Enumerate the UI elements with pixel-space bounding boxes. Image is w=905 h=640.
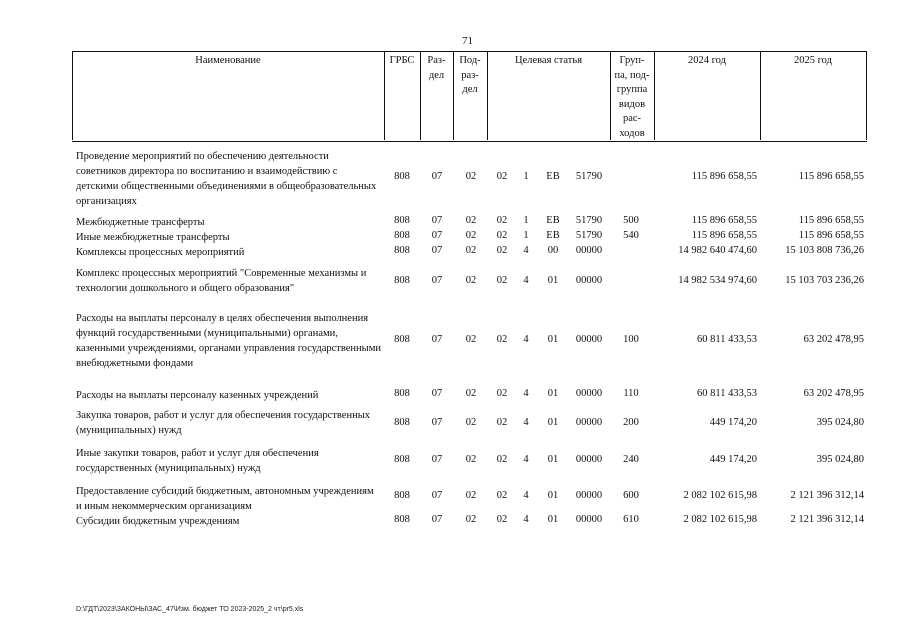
cell-grbs: 808 (394, 334, 410, 345)
cell-2024: 115 896 658,55 (691, 230, 757, 241)
table-row (0, 311, 905, 371)
cell-target-4: 00000 (575, 388, 603, 399)
cell-target-2: 4 (523, 334, 529, 345)
cell-target-4: 51790 (575, 230, 603, 241)
cell-razdel: 07 (431, 388, 443, 399)
cell-target-2: 1 (523, 215, 529, 226)
row-name: Иные межбюджетные трансферты (76, 232, 230, 243)
cell-target-4: 51790 (575, 215, 603, 226)
row-name: Межбюджетные трансферты (76, 217, 205, 228)
cell-2024: 60 811 433,53 (697, 334, 757, 345)
cell-target-2: 4 (523, 388, 529, 399)
cell-expense-group: 100 (623, 334, 639, 345)
cell-target-4: 51790 (575, 171, 603, 182)
cell-razdel: 07 (431, 514, 443, 525)
table-row (0, 215, 905, 230)
header-grbs: ГРБС (389, 55, 415, 66)
cell-podrazdel: 02 (465, 334, 477, 345)
cell-target-1: 02 (496, 215, 508, 226)
cell-grbs: 808 (394, 417, 410, 428)
cell-target-2: 4 (523, 245, 529, 256)
row-name: Комплексы процессных мероприятий (76, 247, 245, 258)
cell-target-4: 00000 (575, 275, 603, 286)
cell-2024: 2 082 102 615,98 (683, 514, 757, 525)
cell-target-2: 4 (523, 514, 529, 525)
cell-target-3: 01 (547, 417, 559, 428)
cell-target-2: 4 (523, 490, 529, 501)
file-path-footer: D:\ГДТ\2023\ЗАКОНЫ\ЗАС_47\Изм. бюджет ТО 2023-2025_2 чт\pr5.xls (76, 606, 304, 613)
table-row (0, 514, 905, 529)
cell-podrazdel: 02 (465, 388, 477, 399)
cell-razdel: 07 (431, 334, 443, 345)
cell-grbs: 808 (394, 388, 410, 399)
cell-grbs: 808 (394, 454, 410, 465)
cell-podrazdel: 02 (465, 454, 477, 465)
cell-target-2: 1 (523, 230, 529, 241)
cell-target-4: 00000 (575, 514, 603, 525)
cell-target-2: 4 (523, 454, 529, 465)
cell-expense-group: 610 (623, 514, 639, 525)
cell-grbs: 808 (394, 215, 410, 226)
cell-target-4: 00000 (575, 334, 603, 345)
cell-2025: 115 896 658,55 (798, 215, 864, 226)
cell-razdel: 07 (431, 490, 443, 501)
table-row (0, 408, 905, 438)
row-name: Предоставление субсидий бюджетным, автономным учреждениям и иным некоммерческим организациям (76, 486, 374, 512)
cell-expense-group: 240 (623, 454, 639, 465)
cell-2025: 115 896 658,55 (798, 171, 864, 182)
cell-2025: 395 024,80 (816, 417, 864, 428)
cell-2025: 2 121 396 312,14 (790, 490, 864, 501)
cell-2024: 14 982 640 474,60 (678, 245, 757, 256)
cell-podrazdel: 02 (465, 275, 477, 286)
cell-2025: 63 202 478,95 (803, 334, 864, 345)
cell-target-3: 01 (547, 334, 559, 345)
cell-2024: 115 896 658,55 (691, 171, 757, 182)
cell-grbs: 808 (394, 275, 410, 286)
table-row (0, 388, 905, 403)
cell-expense-group: 540 (623, 230, 639, 241)
cell-2024: 2 082 102 615,98 (683, 490, 757, 501)
cell-target-3: ЕВ (546, 230, 560, 241)
cell-expense-group: 600 (623, 490, 639, 501)
cell-target-3: 01 (547, 388, 559, 399)
cell-target-4: 00000 (575, 490, 603, 501)
cell-expense-group: 200 (623, 417, 639, 428)
cell-target-1: 02 (496, 171, 508, 182)
cell-target-3: ЕВ (546, 215, 560, 226)
cell-razdel: 07 (431, 454, 443, 465)
row-name: Субсидии бюджетным учреждениям (76, 516, 240, 527)
cell-2024: 449 174,20 (709, 454, 757, 465)
cell-target-4: 00000 (575, 245, 603, 256)
table-row (0, 230, 905, 245)
table-row (0, 245, 905, 260)
cell-grbs: 808 (394, 490, 410, 501)
cell-2024: 449 174,20 (709, 417, 757, 428)
cell-target-2: 4 (523, 275, 529, 286)
cell-target-2: 1 (523, 171, 529, 182)
row-name: Расходы на выплаты персоналу в целях обеспечения выполнения функций государственными (муниципальными) органами, казенными учреждениями, органами управления государственными внебюджетными фондами (76, 313, 381, 369)
cell-2024: 115 896 658,55 (691, 215, 757, 226)
cell-2025: 2 121 396 312,14 (790, 514, 864, 525)
row-name: Проведение мероприятий по обеспечению деятельности советников директора по воспитанию и взаимодействию с детскими общественными объединениями в общеобразовательных организациях (76, 151, 377, 207)
header-target: Целевая статья (514, 55, 583, 66)
row-name: Расходы на выплаты персоналу казенных учреждений (76, 390, 319, 401)
header-2025: 2025 год (794, 55, 832, 66)
cell-grbs: 808 (394, 171, 410, 182)
header-2024: 2024 год (688, 55, 726, 66)
cell-razdel: 07 (431, 245, 443, 256)
table-row (0, 446, 905, 476)
cell-target-3: 01 (547, 490, 559, 501)
cell-grbs: 808 (394, 514, 410, 525)
page-number: 71 (462, 35, 473, 47)
cell-grbs: 808 (394, 230, 410, 241)
row-name: Комплекс процессных мероприятий "Современные механизмы и технологии дошкольного и общего образования" (76, 268, 367, 294)
cell-target-4: 00000 (575, 454, 603, 465)
cell-2025: 395 024,80 (816, 454, 864, 465)
table-row (0, 149, 905, 209)
cell-podrazdel: 02 (465, 230, 477, 241)
cell-podrazdel: 02 (465, 171, 477, 182)
cell-razdel: 07 (431, 171, 443, 182)
cell-target-1: 02 (496, 454, 508, 465)
header-name: Наименование (195, 55, 261, 66)
cell-target-1: 02 (496, 388, 508, 399)
cell-2025: 15 103 808 736,26 (785, 245, 864, 256)
cell-target-1: 02 (496, 334, 508, 345)
cell-podrazdel: 02 (465, 215, 477, 226)
cell-target-1: 02 (496, 230, 508, 241)
cell-grbs: 808 (394, 245, 410, 256)
row-name: Закупка товаров, работ и услуг для обеспечения государственных (муниципальных) нужд (76, 410, 371, 436)
cell-2025: 63 202 478,95 (803, 388, 864, 399)
cell-target-3: 01 (547, 454, 559, 465)
cell-razdel: 07 (431, 215, 443, 226)
cell-target-3: 01 (547, 514, 559, 525)
header-razdel: Раз- дел (427, 55, 446, 81)
cell-target-4: 00000 (575, 417, 603, 428)
cell-expense-group: 500 (623, 215, 639, 226)
header-podrazdel: Под- раз- дел (459, 55, 481, 95)
cell-target-1: 02 (496, 417, 508, 428)
cell-target-1: 02 (496, 245, 508, 256)
cell-target-1: 02 (496, 275, 508, 286)
cell-2025: 115 896 658,55 (798, 230, 864, 241)
cell-podrazdel: 02 (465, 417, 477, 428)
cell-expense-group: 110 (623, 388, 639, 399)
cell-target-2: 4 (523, 417, 529, 428)
cell-2025: 15 103 703 236,26 (785, 275, 864, 286)
cell-razdel: 07 (431, 417, 443, 428)
cell-2024: 60 811 433,53 (697, 388, 757, 399)
header-expense-group: Груп- па, под- группа видов рас- ходов (614, 55, 650, 139)
table-row (0, 266, 905, 296)
cell-podrazdel: 02 (465, 245, 477, 256)
row-name: Иные закупки товаров, работ и услуг для обеспечения государственных (муниципальных) нужд (76, 448, 319, 474)
cell-2024: 14 982 534 974,60 (678, 275, 757, 286)
cell-podrazdel: 02 (465, 490, 477, 501)
table-row (0, 484, 905, 514)
cell-razdel: 07 (431, 230, 443, 241)
cell-target-3: 00 (547, 245, 559, 256)
cell-target-1: 02 (496, 490, 508, 501)
cell-target-3: 01 (547, 275, 559, 286)
cell-podrazdel: 02 (465, 514, 477, 525)
cell-target-1: 02 (496, 514, 508, 525)
cell-target-3: ЕВ (546, 171, 560, 182)
cell-razdel: 07 (431, 275, 443, 286)
